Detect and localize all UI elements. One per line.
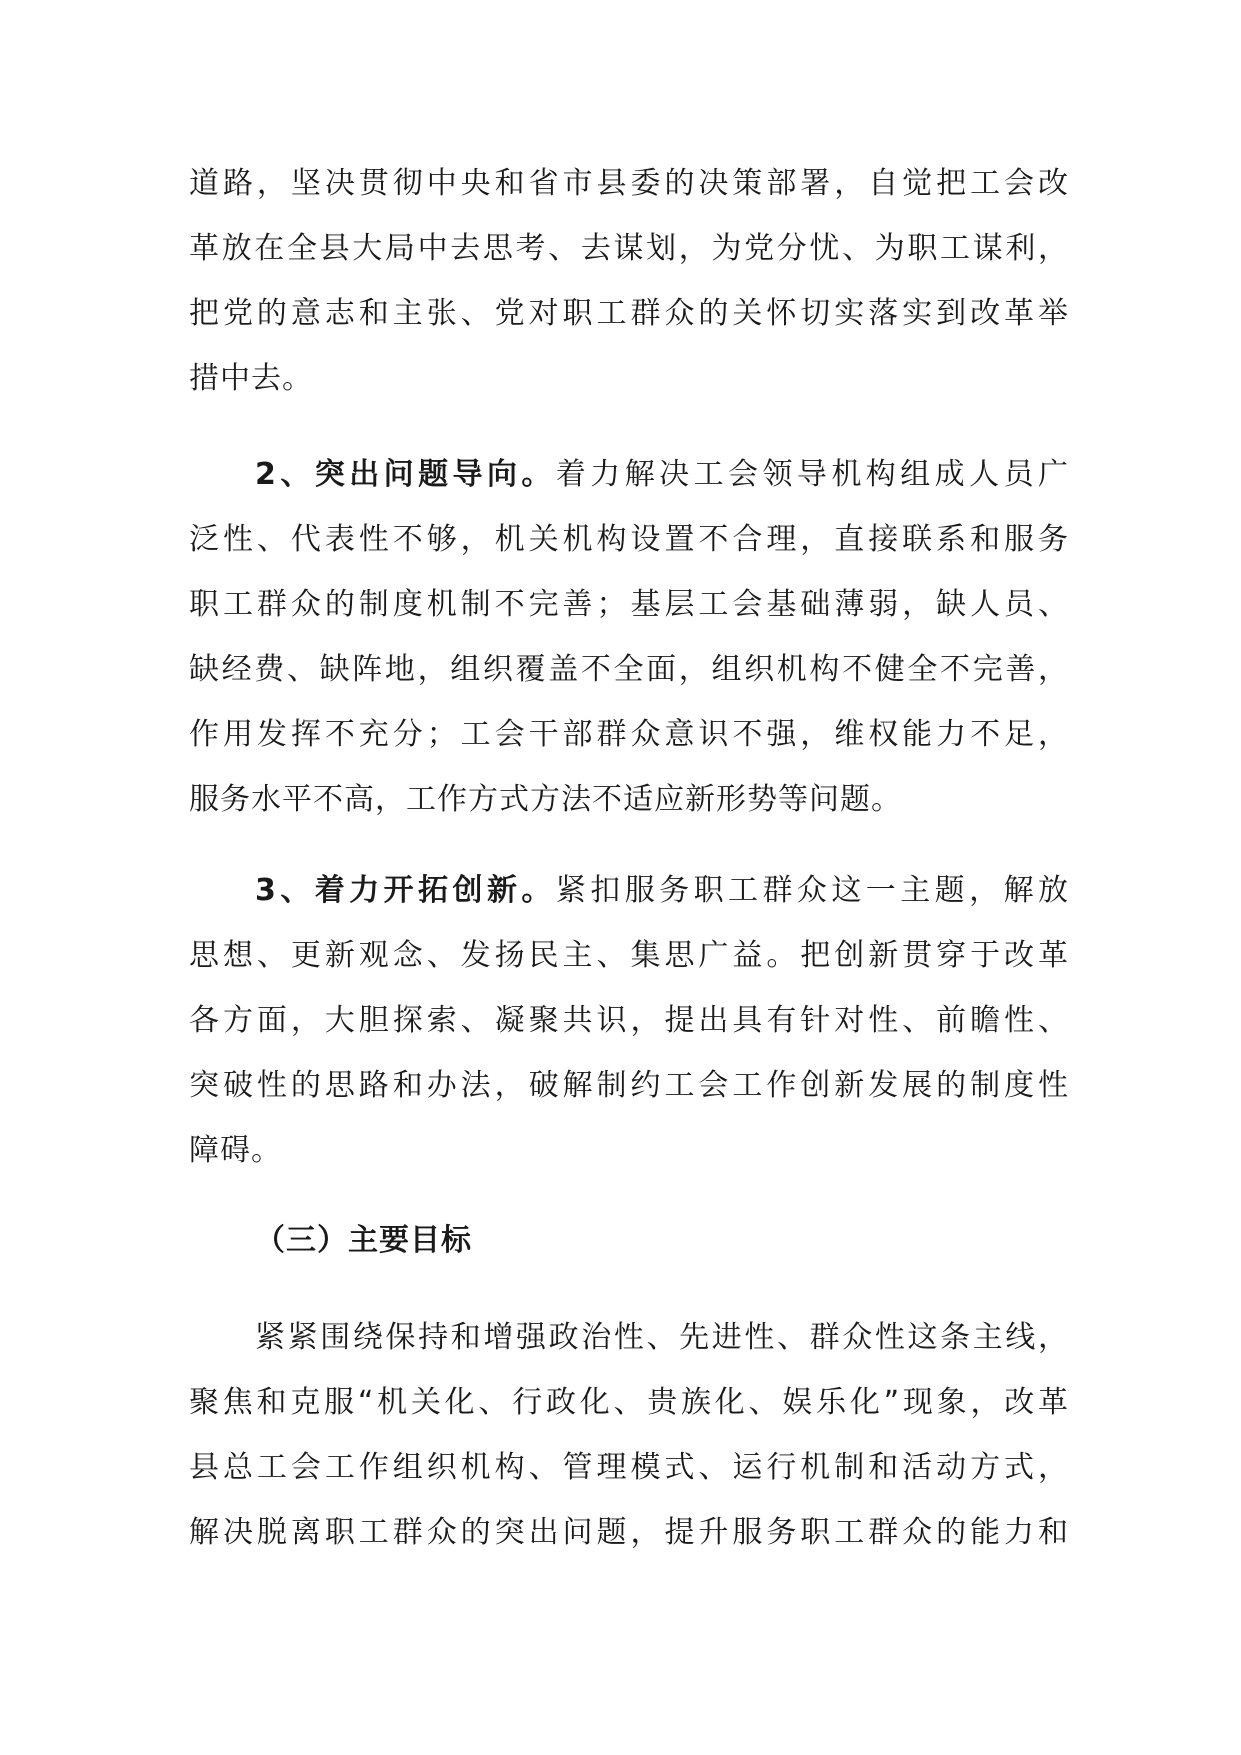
- text-line: 服务水平不高，工作方式方法不适应新形势等问题。: [189, 782, 902, 817]
- paragraph-continuation: [189, 151, 1069, 411]
- text-line: 障碍。: [189, 1133, 282, 1168]
- text-line: 聚焦和克服“机关化、行政化、贵族化、娱乐化”现象，改革: [189, 1385, 1069, 1420]
- paragraph-lead-rest: 着力解决工会领导机构组成人员广: [555, 457, 1069, 492]
- paragraph-lead-rest: 紧扣服务职工群众这一主题，解放: [555, 873, 1069, 908]
- text-line: 思想、更新观念、发扬民主、集思广益。把创新贯穿于改革: [189, 938, 1069, 973]
- text-line-first: 紧紧围绕保持和增强政治性、先进性、群众性这条主线，: [255, 1320, 1069, 1355]
- text-line: 解决脱离职工群众的突出问题，提升服务职工群众的能力和: [189, 1515, 1069, 1550]
- section-heading: （三）主要目标: [255, 1223, 472, 1258]
- text-line: 革放在全县大局中去思考、去谋划，为党分忧、为职工谋利，: [189, 231, 1069, 266]
- paragraph-main-goals: [189, 1305, 1069, 1565]
- text-line: 县总工会工作组织机构、管理模式、运行机制和活动方式，: [189, 1450, 1069, 1485]
- text-line: 泛性、代表性不够，机关机构设置不合理，直接联系和服务: [189, 522, 1069, 557]
- text-line: 突破性的思路和办法，破解制约工会工作创新发展的制度性: [189, 1068, 1069, 1103]
- text-line: 职工群众的制度机制不完善；基层工会基础薄弱，缺人员、: [189, 587, 1069, 622]
- paragraph-lead: 2、突出问题导向。: [255, 457, 556, 492]
- text-line-first: [189, 442, 1069, 507]
- text-line: 道路，坚决贯彻中央和省市县委的决策部署，自觉把工会改: [189, 166, 1069, 201]
- text-line: 作用发挥不充分；工会干部群众意识不强，维权能力不足，: [189, 717, 1069, 752]
- paragraph-innovation: [189, 858, 1069, 1183]
- text-line: 把党的意志和主张、党对职工群众的关怀切实落实到改革举: [189, 296, 1069, 331]
- text-line-first: [189, 858, 1069, 923]
- text-line: 各方面，大胆探索、凝聚共识，提出具有针对性、前瞻性、: [189, 1003, 1069, 1038]
- paragraph-problem-orientation: [189, 442, 1069, 832]
- paragraph-lead: 3、着力开拓创新。: [255, 873, 556, 908]
- text-line: 缺经费、缺阵地，组织覆盖不全面，组织机构不健全不完善，: [189, 652, 1069, 687]
- text-line: 措中去。: [189, 361, 313, 396]
